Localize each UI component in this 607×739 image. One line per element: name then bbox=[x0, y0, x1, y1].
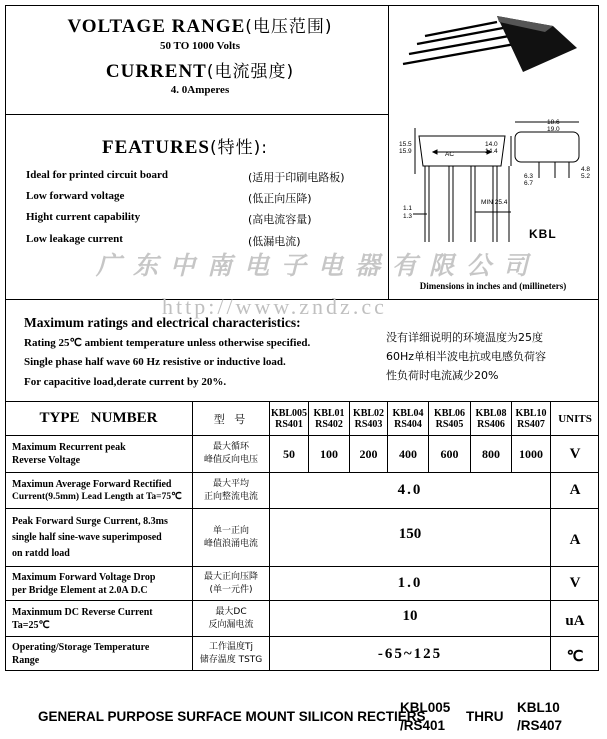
footer-thru: THRU bbox=[466, 709, 504, 724]
ratings-line-1: Rating 25℃ ambient temperature unless otherwise specified. bbox=[24, 337, 311, 349]
value-surge: 150 bbox=[398, 525, 422, 542]
unit-recurrent: V bbox=[569, 445, 581, 462]
row-average-label: Maximun Average Forward Rectified Current(9.5mm) Lead Length at Ta=75℃ bbox=[12, 478, 182, 502]
value-kbl06: 600 bbox=[440, 446, 459, 461]
current-value: 4. 0Amperes bbox=[170, 84, 230, 96]
model-col-6: KBL08 RS406 bbox=[475, 407, 507, 430]
model-col-7: KBL10 RS407 bbox=[515, 407, 547, 430]
row-reverse-cn: 最大DC 反向漏电流 bbox=[208, 606, 254, 630]
dim-body-height-max: 14.4 bbox=[485, 148, 498, 155]
ratings-cn-line-1: 没有详细说明的环境温度为25度 bbox=[386, 331, 543, 344]
voltage-title: VOLTAGE RANGE(电压范围) bbox=[67, 16, 333, 37]
model-col-3: KBL02 RS403 bbox=[352, 407, 385, 430]
row-surge-label: Peak Forward Surge Current, 8.3ms single half sine-wave superimposed on ratdd load bbox=[12, 515, 168, 559]
value-reverse: 10 bbox=[402, 607, 418, 624]
dimensions-caption: Dimensions in inches and (millineters) bbox=[419, 281, 567, 291]
row-recurrent-label: Maximum Recurrent peak Reverse Voltage bbox=[12, 442, 126, 466]
voltage-range: 50 TO 1000 Volts bbox=[160, 40, 240, 52]
feature-item-4: Low leakage current bbox=[26, 233, 123, 245]
current-title: CURRENT(电流强度) bbox=[105, 61, 295, 82]
value-temperature: -65~125 bbox=[377, 645, 443, 662]
dim-left-height-max: 15.9 bbox=[399, 148, 412, 155]
ratings-cn-line-2: 60Hz单相半波电抗或电感负荷容 bbox=[386, 350, 547, 363]
footer-text: GENERAL PURPOSE SURFACE MOUNT SILICON RECTIERS bbox=[38, 709, 426, 724]
value-kbl08: 800 bbox=[482, 446, 500, 461]
row-temperature-label: Operating/Storage Temperature Range bbox=[12, 642, 150, 666]
url-watermark: http://www.zndz.cc bbox=[162, 294, 387, 319]
unit-average: A bbox=[569, 482, 581, 498]
row-surge-cn: 单一正向 峰值浪涌电流 bbox=[203, 525, 258, 549]
ratings-title: Maximum ratings and electrical characteristics: bbox=[24, 315, 301, 330]
row-forward-cn: 最大正向压降 (单一元件) bbox=[203, 571, 258, 595]
model-col-4: KBL04 RS404 bbox=[392, 407, 424, 430]
dim-left-height-min: 15.5 bbox=[399, 141, 412, 148]
ratings-line-2: Single phase half wave 60 Hz resistive or inductive load. bbox=[24, 356, 286, 368]
ratings-line-3: For capacitive load,derate current by 20%. bbox=[24, 376, 227, 388]
dim-ac: AC bbox=[445, 151, 455, 158]
type-cn-header: 型 号 bbox=[213, 412, 249, 426]
model-label: KBL bbox=[529, 227, 557, 241]
dim-right-min: 4.8 bbox=[581, 166, 591, 173]
dim-lead-space-min: 6.3 bbox=[524, 173, 534, 180]
feature-item-1-cn: (适用于印刷电路板) bbox=[248, 171, 345, 184]
model-col-1: KBL005 RS401 bbox=[270, 407, 308, 430]
unit-surge: A bbox=[569, 532, 581, 548]
feature-item-2-cn: (低正向压降) bbox=[248, 192, 312, 205]
feature-item-2: Low forward voltage bbox=[26, 190, 125, 202]
model-col-2: KBL01 RS402 bbox=[313, 407, 345, 430]
dim-lead-len: MIN 25.4 bbox=[481, 199, 508, 206]
feature-item-3: Hight current capability bbox=[26, 211, 141, 223]
unit-forward: V bbox=[569, 575, 581, 591]
package-diagram bbox=[389, 6, 598, 296]
footer-from-model: KBL005 /RS401 bbox=[400, 700, 451, 733]
feature-item-1: Ideal for printed circuit board bbox=[26, 169, 168, 181]
model-col-5: KBL06 RS405 bbox=[433, 407, 466, 430]
row-average-cn: 最大平均 正向整流电流 bbox=[203, 478, 258, 502]
dim-width-min: 18.6 bbox=[547, 119, 560, 126]
features-title: FEATURES(特性): bbox=[102, 137, 268, 158]
header-bottom-rule bbox=[5, 114, 388, 115]
row-reverse-label: Maxinmum DC Reverse Current Ta=25℃ bbox=[12, 606, 153, 631]
feature-item-4-cn: (低漏电流) bbox=[248, 235, 301, 248]
dim-lead-w-min: 1.1 bbox=[403, 205, 413, 212]
unit-temperature: ℃ bbox=[566, 648, 584, 665]
value-average: 4.0 bbox=[397, 482, 423, 498]
dim-right-max: 5.2 bbox=[581, 173, 591, 180]
feature-item-3-cn: (高电流容量) bbox=[248, 213, 312, 226]
ratings-cn-line-3: 性负荷时电流减少20% bbox=[386, 369, 499, 382]
value-kbl01: 100 bbox=[320, 446, 338, 461]
footer-to-model: KBL10 /RS407 bbox=[517, 700, 563, 733]
package-3d-view bbox=[403, 16, 577, 72]
units-header: UNITS bbox=[558, 412, 592, 425]
value-kbl005: 50 bbox=[283, 446, 295, 461]
dim-lead-space-max: 6.7 bbox=[524, 180, 534, 187]
row-forward-label: Maximum Forward Voltage Drop per Bridge Element at 2.0A D.C bbox=[12, 571, 156, 596]
unit-reverse: uA bbox=[565, 612, 585, 629]
value-kbl02: 200 bbox=[359, 446, 378, 461]
type-number-header: TYPE NUMBER bbox=[39, 410, 158, 426]
value-kbl10: 1000 bbox=[519, 446, 543, 461]
dim-body-height-min: 14.0 bbox=[485, 141, 498, 148]
dim-lead-w-max: 1.3 bbox=[403, 213, 413, 220]
dim-width-max: 19.0 bbox=[547, 126, 560, 133]
value-kbl04: 400 bbox=[399, 446, 417, 461]
value-forward: 1.0 bbox=[397, 575, 423, 591]
row-recurrent-cn: 最大循环 峰值反向电压 bbox=[203, 442, 258, 465]
company-watermark: 广东中南电子电器有限公司 bbox=[96, 251, 541, 280]
row-temperature-cn: 工作温度Tj 储存温度 TSTG bbox=[199, 642, 263, 665]
